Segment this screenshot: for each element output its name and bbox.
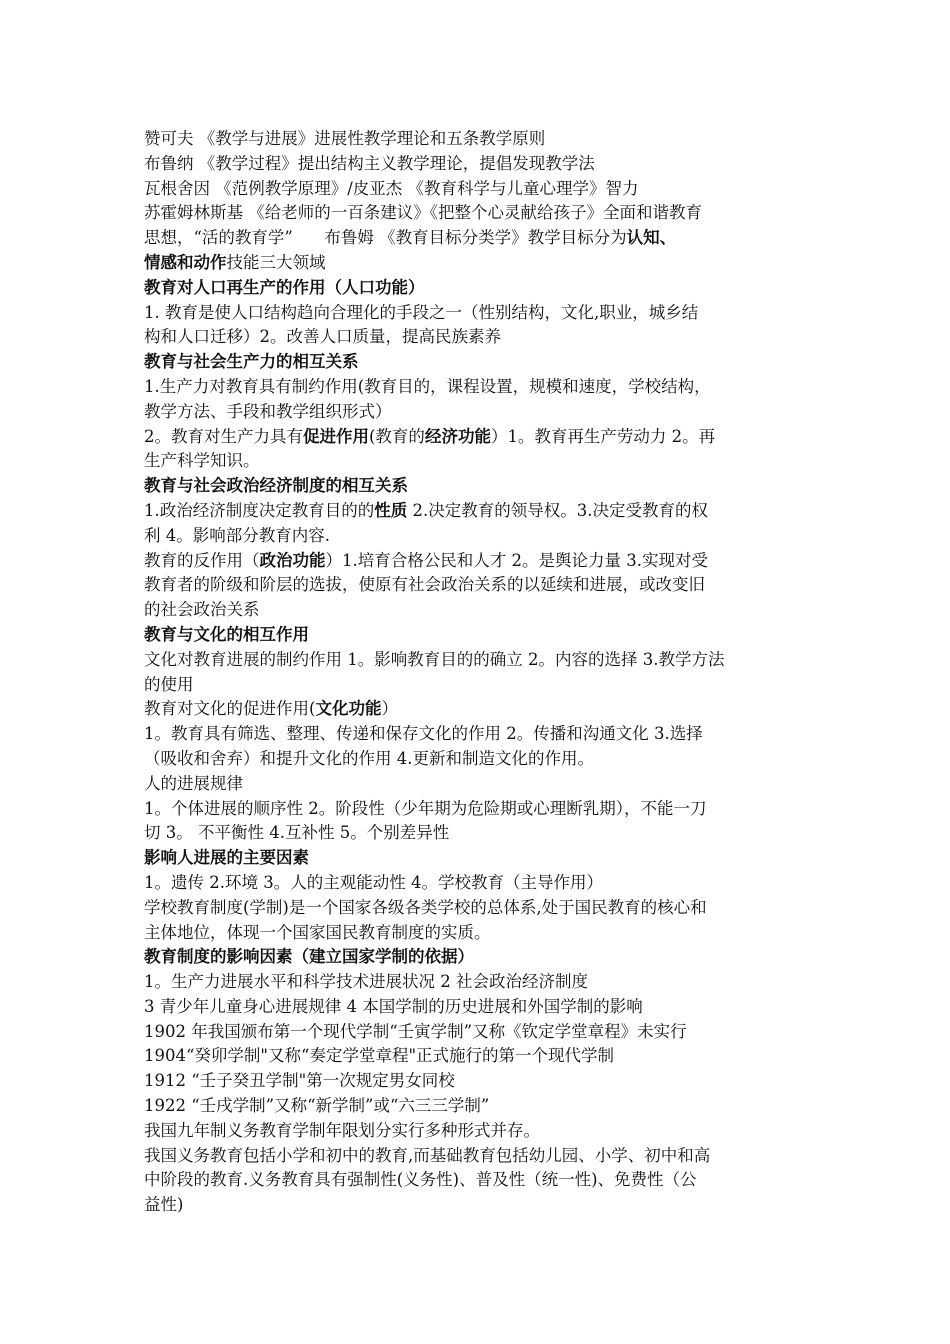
text-line: 的使用 [144,674,194,694]
text-line: 1.生产力对教育具有制约作用(教育目的，课程设置，规模和速度，学校结构， [144,376,711,396]
text-line: 1904“癸卯学制"又称“奏定学堂章程"正式施行的第一个现代学制 [144,1046,615,1066]
section-heading: 教育与社会生产力的相互关系 [144,352,359,372]
bold-term: 政治功能 [259,550,326,570]
text-line: 1. 教育是使人口结构趋向合理化的手段之一（性别结构，文化,职业，城乡结 [144,302,699,322]
text-line: 主体地位，体现一个国家国民教育制度的实质。 [144,922,491,942]
text-line: 1。个体进展的顺序性 2。阶段性（少年期为危险期或心理断乳期），不能一刀 [144,798,707,818]
text-line: 益性) [144,1195,184,1215]
section-heading: 教育与文化的相互作用 [144,624,309,644]
bold-term: 经济功能 [424,426,491,446]
text-line: 教育对文化的促进作用(文化功能） [144,699,398,719]
bold-term: 文化功能 [315,699,382,719]
section-heading: 教育制度的影响因素（建立国家学制的依据） [144,947,474,967]
text-line: 生产科学知识。 [144,451,260,471]
section-heading: 教育与社会政治经济制度的相互关系 [144,476,408,496]
text-line: 学校教育制度(学制)是一个国家各级各类学校的总体系,处于国民教育的核心和 [144,897,707,917]
section-heading: 影响人进展的主要因素 [144,848,309,868]
text-line: 我国义务教育包括小学和初中的教育,而基础教育包括幼儿园、小学、初中和高 [144,1145,711,1165]
bold-term: 性质 [374,500,408,520]
text-line: 中阶段的教育.义务教育具有强制性(义务性)、普及性（统一性)、免费性（公 [144,1170,697,1190]
text-line: 布鲁纳 《教学过程》提出结构主义教学理论，提倡发现教学法 [144,153,595,173]
text-line: 1.政治经济制度决定教育目的的性质 2.决定教育的领导权。3.决定受教育的权 [144,500,708,520]
text-line: 2。教育对生产力具有促进作用(教育的经济功能）1。教育再生产劳动力 2。再 [144,426,716,446]
text-line: 情感和动作技能三大领域 [144,252,326,272]
text-line: 3 青少年儿童身心进展规律 4 本国学制的历史进展和外国学制的影响 [144,996,643,1016]
text-line: 构和人口迁移）2。改善人口质量，提高民族素养 [144,327,501,347]
document-page [144,127,812,1218]
text-line: 苏霍姆林斯基 《给老师的一百条建议》《把整个心灵献给孩子》全面和谐教育 [144,203,702,223]
text-line: 文化对教育进展的制约作用 1。影响教育目的的确立 2。内容的选择 3.教学方法 [144,649,725,669]
text-line: 人的进展规律 [144,773,243,793]
text-line: 教育的反作用（政治功能）1.培育合格公民和人才 2。是舆论力量 3.实现对受 [144,550,708,570]
text-line: 切 3。 不平衡性 4.互补性 5。个别差异性 [144,823,450,843]
bold-term: 情感和动作 [144,252,227,272]
bold-term: 认知、 [626,228,677,248]
bold-term: 促进作用 [303,426,369,446]
text-line: 教育者的阶级和阶层的选拔，使原有社会政治关系的以延续和进展，或改变旧 [144,575,705,595]
text-line: 思想，“活的教育学” 布鲁姆 《教育目标分类学》教学目标分为认知、 [144,228,677,248]
text-line: 的社会政治关系 [144,600,260,620]
text-line: 1922 “壬戌学制”又称“新学制”或“六三三学制” [144,1096,490,1116]
text-line: 利 4。影响部分教育内容. [144,525,330,545]
text-line: 1。教育具有筛选、整理、传递和保存文化的作用 2。传播和沟通文化 3.选择 [144,724,703,744]
section-heading: 教育对人口再生产的作用（人口功能） [144,277,425,297]
text-line: 赞可夫 《教学与进展》进展性教学理论和五条教学原则 [144,129,546,148]
text-line: 1。生产力进展水平和科学技术进展状况 2 社会政治经济制度 [144,972,588,992]
text-line: 1902 年我国颁布第一个现代学制“壬寅学制”又称《钦定学堂章程》未实行 [144,1021,687,1041]
text-line: 瓦根舍因 《范例教学原理》/皮亚杰 《教育科学与儿童心理学》智力 [144,178,639,198]
text-line: （吸收和舍弃）和提升文化的作用 4.更新和制造文化的作用。 [144,748,594,768]
text-line: 1。遗传 2.环境 3。人的主观能动性 4。学校教育（主导作用） [144,872,603,892]
text-line: 我国九年制义务教育学制年限划分实行多种形式并存。 [144,1120,540,1140]
text-line: 教学方法、手段和教学组织形式） [144,401,392,421]
text-line: 1912 “壬子癸丑学制"第一次规定男女同校 [144,1071,455,1091]
